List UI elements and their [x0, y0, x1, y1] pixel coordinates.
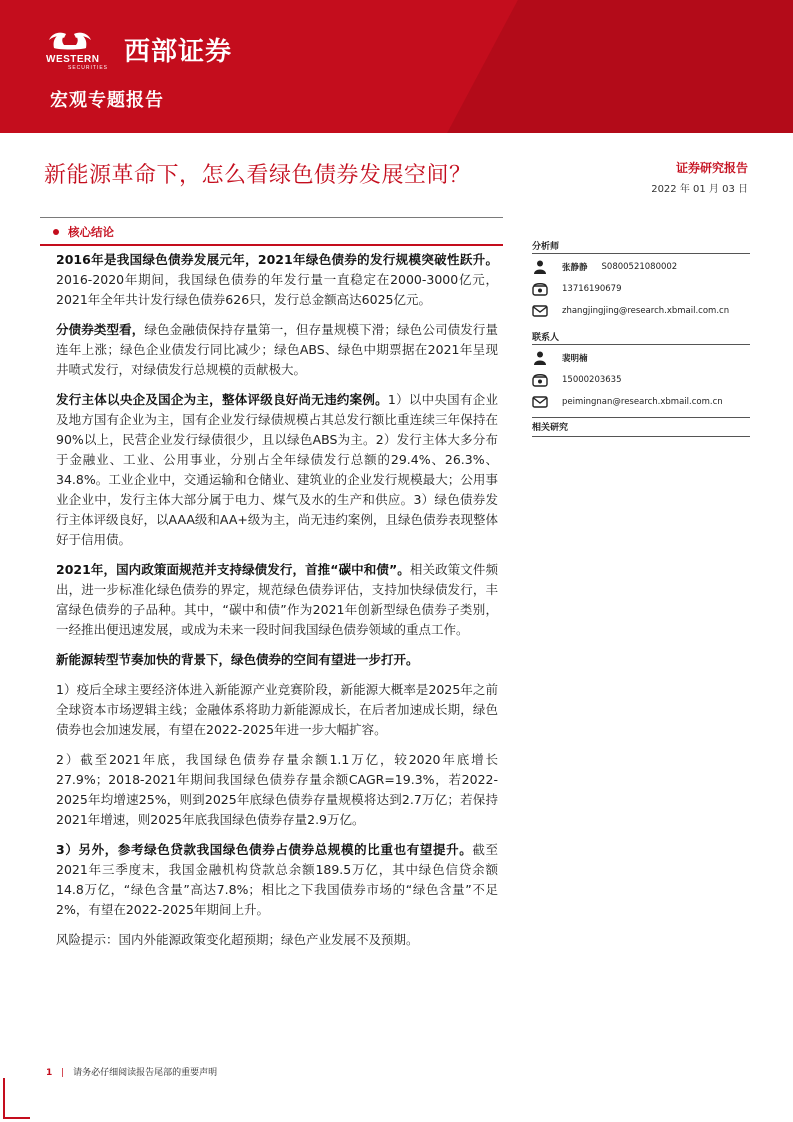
analyst-name-row — [532, 256, 750, 278]
sidebar-rule — [532, 344, 750, 345]
logo-text-en-sub: SECURITIES — [68, 65, 109, 71]
bullet-dot-icon — [53, 229, 59, 235]
contact-phone: 15000203635 — [562, 375, 622, 385]
paragraph-3 — [56, 390, 498, 550]
core-conclusions — [56, 250, 498, 960]
paragraph-1 — [56, 250, 498, 310]
paragraph-5 — [56, 650, 498, 670]
paragraph-4 — [56, 560, 498, 640]
mail-icon — [532, 394, 548, 410]
company-logo — [46, 30, 233, 71]
header-banner — [0, 0, 793, 133]
logo-text-en: WESTERN — [46, 54, 100, 65]
page-number: 1 — [46, 1068, 53, 1078]
analyst-email[interactable]: zhangjingjing@research.xbmail.com.cn — [562, 306, 730, 316]
divider-top — [40, 217, 503, 218]
paragraph-7 — [56, 750, 498, 830]
sidebar-rule — [532, 253, 750, 254]
paragraph-5-lead: 新能源转型节奏加快的背景下，绿色债券的空间有望进一步打开。 — [56, 652, 419, 667]
paragraph-6-text: 1）疫后全球主要经济体进入新能源产业竞赛阶段，新能源大概率是2025年之前全球资本市场逻辑主线；金融体系将助力新能源成长，在后者加速成长期，绿色债券也会加速发展，有望在2022-2025年进一步大幅扩容。 — [56, 682, 498, 737]
analyst-heading: 分析师 — [532, 242, 560, 252]
bull-horns-icon — [46, 30, 118, 54]
paragraph-7-text: 2）截至2021年底，我国绿色债券存量余额1.1万亿，较2020年底增长27.9%；2018-2021年期间我国绿色债券存量余额CAGR=19.3%，若2022-2025年均增速25%，则到2025年底绿色债券存量规模将达到2.7万亿；若保持2021年增速，则2025年底我国绿色债券存量2.9万亿。 — [56, 752, 498, 827]
phone-icon — [532, 372, 548, 388]
paragraph-2-lead: 分债券类型看， — [56, 322, 145, 337]
footer-separator: | — [61, 1068, 65, 1078]
paragraph-8-text: 截至2021年三季度末，我国金融机构贷款总余额189.5万亿，其中绿色信贷余额14.8万亿，“绿色含量”高达7.8%；相比之下我国债券市场的“绿色含量”不足2%，有望在2022-2025年期间上升。 — [56, 842, 498, 917]
core-section-header — [40, 221, 503, 243]
paragraph-3-text: 1）以中央国有企业及地方国有企业为主，国有企业发行绿债规模占其总发行额比重连续三年保持在90%以上，民营企业发行绿债很少，且以绿色ABS为主。2）发行主体大多分布于金融业、工业、公用事业，分别占全年绿债发行总额的29.4%、26.3%、34.8%。工业企业中，交通运输和仓储业、建筑业的企业发行规模最大；公用事业企业中，发行主体大部分属于电力、煤气及水的生产和供应。3）绿色债券发行主体评级良好，以AAA级和AA+级为主，尚无违约案例，且绿色债券表现整体好于信用债。 — [56, 392, 498, 547]
paragraph-1-lead: 2016年是我国绿色债券发展元年，2021年绿色债券的发行规模突破性跃升。 — [56, 252, 498, 267]
logo-text-cn: 西部证券 — [124, 36, 233, 67]
divider-red — [40, 244, 503, 246]
sidebar-rule — [532, 436, 750, 437]
paragraph-4-text: 相关政策文件频出，进一步标准化绿色债券的界定，规范绿色债券评估，支持加快绿债发行，丰富绿色债券的子品种。其中，“碳中和债”作为2021年创新型绿色债券子类别，一经推出便迅速发展，或成为未来一段时间我国绿色债券领域的重点工作。 — [56, 562, 498, 637]
paragraph-4-lead: 2021年，国内政策面规范并支持绿债发行，首推“碳中和债”。 — [56, 562, 410, 577]
phone-icon — [532, 281, 548, 297]
contact-name-row — [532, 347, 750, 369]
report-tag: 证券研究报告 — [675, 161, 748, 175]
core-section-title: 核心结论 — [68, 225, 114, 239]
footer-disclaimer: 请务必仔细阅读报告尾部的重要声明 — [73, 1068, 218, 1078]
analyst-phone: 13716190679 — [562, 284, 622, 294]
contact-name: 裴明楠 — [562, 354, 588, 364]
contact-heading: 联系人 — [532, 333, 560, 343]
mail-icon — [532, 303, 548, 319]
analyst-phone-row — [532, 278, 750, 300]
contact-email[interactable]: peimingnan@research.xbmail.com.cn — [562, 397, 723, 407]
report-type: 宏观专题报告 — [50, 90, 164, 111]
corner-bracket-decoration — [0, 1078, 30, 1122]
person-icon — [532, 259, 548, 275]
paragraph-8-lead: 3）另外，参考绿色贷款我国绿色债券占债券总规模的比重也有望提升。 — [56, 842, 473, 857]
paragraph-1-text: 2016-2020年期间，我国绿色债券的年发行量一直稳定在2000-3000亿元，2021年全年共计发行绿色债券626只，发行总金额高达6025亿元。 — [56, 272, 498, 307]
paragraph-8 — [56, 840, 498, 920]
sidebar-contacts — [532, 239, 750, 439]
person-icon — [532, 350, 548, 366]
report-date: 2022 年 01 月 03 日 — [651, 184, 748, 195]
analyst-name: 张静静 — [562, 263, 588, 273]
logo-mark — [46, 30, 118, 71]
analyst-email-row — [532, 300, 750, 322]
paragraph-2 — [56, 320, 498, 380]
sidebar-rule — [532, 417, 750, 418]
page-footer — [46, 1065, 217, 1078]
paragraph-3-lead: 发行主体以央企及国企为主，整体评级良好尚无违约案例。 — [56, 392, 388, 407]
banner-stripe — [401, 0, 793, 133]
report-title: 新能源革命下，怎么看绿色债券发展空间？ — [44, 163, 472, 188]
analyst-cert: S0800521080002 — [601, 262, 678, 272]
related-research-heading: 相关研究 — [532, 423, 569, 433]
paragraph-6 — [56, 680, 498, 740]
contact-email-row — [532, 391, 750, 413]
contact-phone-row — [532, 369, 750, 391]
paragraph-2-text: 绿色金融债保持存量第一，但存量规模下滑；绿色公司债发行量连年上涨；绿色企业债发行同比减少；绿色ABS、绿色中期票据在2021年呈现井喷式发行，对绿债发行总规模的贡献极大。 — [56, 322, 498, 377]
risk-warning: 风险提示：国内外能源政策变化超预期；绿色产业发展不及预期。 — [56, 932, 419, 947]
